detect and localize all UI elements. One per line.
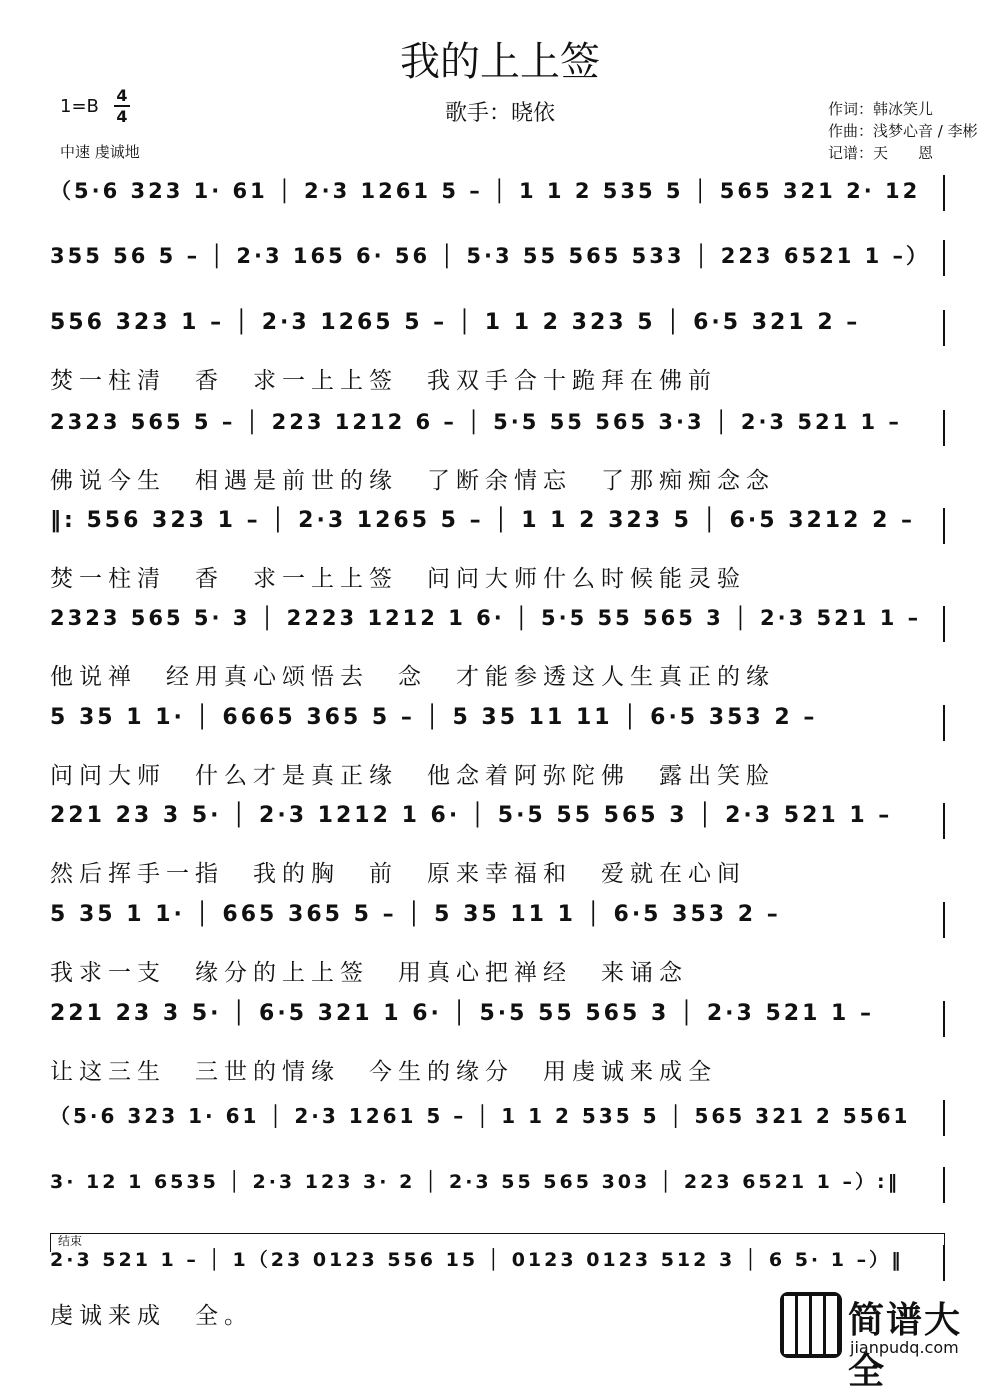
singer-label: 歌手：晓依 bbox=[444, 101, 555, 126]
credits bbox=[828, 98, 978, 164]
notation-line: （5·6 323 1· 61 │ 2·3 1261 5 – │ 1 1 2 535 5 │ 565 321 2 5561 bbox=[50, 1104, 911, 1128]
lyric-line: 我求一支 缘分的上上签 用真心把禅经 来诵念 bbox=[50, 960, 688, 986]
piano-icon bbox=[780, 1292, 842, 1358]
row-end-barline bbox=[943, 606, 945, 642]
ending-bracket bbox=[50, 1233, 945, 1252]
notation-line: 2323 565 5 – │ 223 1212 6 – │ 5·5 55 565 3·3 │ 2·3 521 1 – bbox=[50, 410, 902, 434]
notation-line: 5 35 1 1· │ 665 365 5 – │ 5 35 11 1 │ 6·5 353 2 – bbox=[50, 902, 781, 927]
row-end-barline bbox=[943, 310, 945, 346]
time-signature-top: 4 bbox=[116, 86, 128, 105]
row-end-barline bbox=[943, 705, 945, 741]
notation-line: 5 35 1 1· │ 6665 365 5 – │ 5 35 11 11 │ 6·5 353 2 – bbox=[50, 705, 818, 730]
row-end-barline bbox=[943, 1001, 945, 1037]
notation-line: 2323 565 5· 3 │ 2223 1212 1 6· │ 5·5 55 565 3 │ 2·3 521 1 – bbox=[50, 606, 922, 630]
notation-line: 221 23 3 5· │ 2·3 1212 1 6· │ 5·5 55 565 3 │ 2·3 521 1 – bbox=[50, 803, 893, 828]
row-end-barline bbox=[943, 902, 945, 938]
site-logo bbox=[780, 1292, 990, 1392]
lyric-line: 然后挥手一指 我的胸 前 原来幸福和 爱就在心间 bbox=[50, 861, 746, 887]
song-title: 我的上上签 bbox=[400, 39, 600, 85]
time-signature-bottom: 4 bbox=[116, 107, 128, 126]
lyric-line: 他说禅 经用真心颂悟去 念 才能参透这人生真正的缘 bbox=[50, 664, 775, 690]
notation-line: 3· 12 1 6535 │ 2·3 123 3· 2 │ 2·3 55 565 303 │ 223 6521 1 –）:‖ bbox=[50, 1171, 901, 1193]
notation-line: ‖: 556 323 1 – │ 2·3 1265 5 – │ 1 1 2 323 5 │ 6·5 3212 2 – bbox=[50, 508, 916, 533]
notation-line: 2·3 521 1 – │ 1（23 0123 556 15 │ 0123 0123 512 3 │ 6 5· 1 –）‖ bbox=[50, 1249, 904, 1271]
row-end-barline bbox=[943, 1167, 945, 1203]
tempo-marking: 中速 虔诚地 bbox=[60, 143, 140, 161]
notation-line: 556 323 1 – │ 2·3 1265 5 – │ 1 1 2 323 5 │ 6·5 321 2 – bbox=[50, 310, 861, 335]
key-signature: 1=B bbox=[60, 96, 99, 117]
row-end-barline bbox=[943, 803, 945, 839]
row-end-barline bbox=[943, 410, 945, 446]
notation-line: （5·6 323 1· 61 │ 2·3 1261 5 – │ 1 1 2 535 5 │ 565 321 2· 12 bbox=[50, 179, 921, 203]
lyric-line: 虔诚来成 全。 bbox=[50, 1303, 253, 1329]
composer: 作曲：浅梦心音 / 李彬 bbox=[828, 122, 978, 140]
logo-url: jianpudq.com bbox=[850, 1338, 959, 1357]
lyric-line: 让这三生 三世的情缘 今生的缘分 用虔诚来成全 bbox=[50, 1059, 717, 1085]
lyric-line: 佛说今生 相遇是前世的缘 了断余情忘 了那痴痴念念 bbox=[50, 468, 775, 494]
lyric-line: 问问大师 什么才是真正缘 他念着阿弥陀佛 露出笑脸 bbox=[50, 763, 775, 789]
row-end-barline bbox=[943, 1100, 945, 1136]
transcriber: 记谱：天 恩 bbox=[828, 144, 934, 162]
lyricist: 作词：韩冰笑儿 bbox=[828, 100, 934, 118]
logo-name: 简谱大全 bbox=[848, 1300, 963, 1392]
notation-line: 221 23 3 5· │ 6·5 321 1 6· │ 5·5 55 565 3 │ 2·3 521 1 – bbox=[50, 1001, 875, 1026]
lyric-line: 焚一柱清 香 求一上上签 问问大师什么时候能灵验 bbox=[50, 566, 746, 592]
time-signature bbox=[114, 86, 130, 126]
lyric-line: 焚一柱清 香 求一上上签 我双手合十跪拜在佛前 bbox=[50, 368, 717, 394]
row-end-barline bbox=[943, 175, 945, 211]
notation-line: 355 56 5 – │ 2·3 165 6· 56 │ 5·3 55 565 533 │ 223 6521 1 –） bbox=[50, 244, 931, 268]
row-end-barline bbox=[943, 240, 945, 276]
row-end-barline bbox=[943, 508, 945, 544]
ending-label: 结束 bbox=[58, 1234, 83, 1248]
